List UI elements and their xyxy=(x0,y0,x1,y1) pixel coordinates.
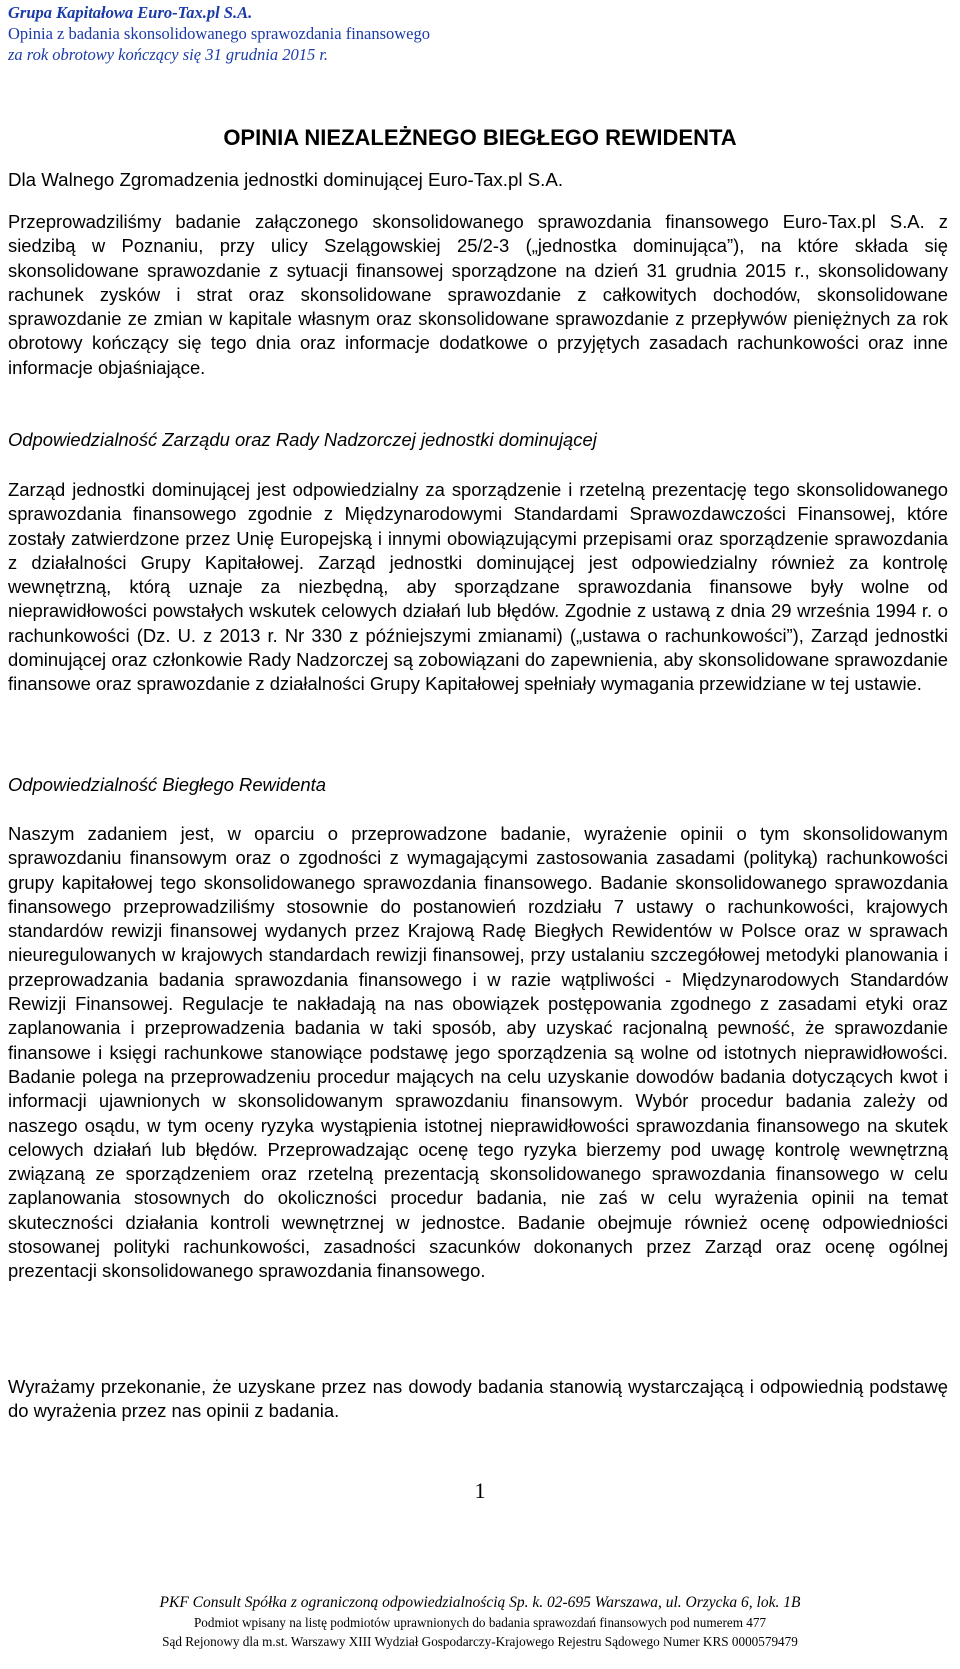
footer-firm-line: PKF Consult Spółka z ograniczoną odpowiedzialnością Sp. k. 02-695 Warszawa, ul. Orzycka 6, lok. 1B xyxy=(159,1594,801,1611)
header-subtitle: Opinia z badania skonsolidowanego sprawozdania finansowego xyxy=(8,24,431,43)
conclusion-paragraph: Wyrażamy przekonanie, że uzyskane przez nas dowody badania stanowią wystarczającą i odpowiednią podstawę do wyrażenia przez nas opinii z badania. xyxy=(8,1376,948,1422)
page-number: 1 xyxy=(474,1478,486,1503)
document-title: OPINIA NIEZALEŻNEGO BIEGŁEGO REWIDENTA xyxy=(223,125,737,150)
running-header xyxy=(8,2,430,65)
section-heading-auditor: Odpowiedzialność Biegłego Rewidenta xyxy=(8,774,326,795)
management-paragraph: Zarząd jednostki dominującej jest odpowiedzialny za sporządzenie i rzetelną prezentację tego skonsolidowanego sprawozdania finansowego zgodnie z Międzynarodowymi Standardami Sprawozdawczości Finansowej, które zostały zatwierdzone przez Unię Europejską i innymi obowiązującymi przepisami oraz sporządzenie sprawozdania z działalności Grupy Kapitałowej. Zarząd jednostki dominującej jest odpowiedzialny również za kontrolę wewnętrzną, którą uznaje za niezbędną, aby sporządzane sprawozdania finansowe były wolne od nieprawidłowości powstałych wskutek celowych działań lub błędów. Zgodnie z ustawą z dnia 29 września 1994 r. o rachunkowości (Dz. U. z 2013 r. Nr 330 z późniejszymi zmianami) („ustawa o rachunkowości”), Zarząd jednostki dominującej oraz członkowie Rady Nadzorczej są zobowiązani do zapewnienia, aby skonsolidowane sprawozdanie finansowe oraz sprawozdanie z działalności Grupy Kapitałowej spełniały wymagania przewidziane w tej ustawie. xyxy=(8,479,948,695)
footer-registration-line: Podmiot wpisany na listę podmiotów uprawnionych do badania sprawozdań finansowych pod numerem 477 xyxy=(193,1615,767,1630)
recipient-line: Dla Walnego Zgromadzenia jednostki dominującej Euro-Tax.pl S.A. xyxy=(8,169,564,190)
footer-court-line: Sąd Rejonowy dla m.st. Warszawy XIII Wydział Gospodarczy-Krajowego Rejestru Sądowego Numer KRS 0000579479 xyxy=(162,1634,798,1649)
intro-paragraph: Przeprowadziliśmy badanie załączonego skonsolidowanego sprawozdania finansowego Euro-Tax.pl S.A. z siedzibą w Poznaniu, przy ulicy Szelągowskiej 25/2-3 („jednostka dominująca”), na które składa się skonsolidowane sprawozdanie z sytuacji finansowej sporządzone na dzień 31 grudnia 2015 r., skonsolidowany rachunek zysków i strat oraz skonsolidowane sprawozdanie z całkowitych dochodów, skonsolidowane sprawozdanie ze zmian w kapitale własnym oraz skonsolidowane sprawozdanie z przepływów pieniężnych za rok obrotowy kończący się tego dnia oraz informacje dodatkowe o przyjętych zasadach rachunkowości oraz inne informacje objaśniające. xyxy=(8,211,948,378)
auditor-paragraph: Naszym zadaniem jest, w oparciu o przeprowadzone badanie, wyrażenie opinii o tym skonsolidowanym sprawozdaniu finansowym oraz o zgodności z wymagającymi zastosowania zasadami (polityką) rachunkowości grupy kapitałowej tego skonsolidowanego sprawozdania finansowego. Badanie skonsolidowanego sprawozdania finansowego przeprowadziliśmy stosownie do postanowień rozdziału 7 ustawy o rachunkowości, krajowych standardów rewizji finansowej wydanych przez Krajową Radę Biegłych Rewidentów w Polsce oraz w sprawach nieuregulowanych w krajowych standardach rewizji finansowej, przy ustalaniu szczegółowej metodyki planowania i przeprowadzania badania sprawozdania finansowego i w razie wątpliwości - Międzynarodowych Standardów Rewizji Finansowej. Regulacje te nakładają na nas obowiązek postępowania zgodnego z zasadami etyki oraz zaplanowania i przeprowadzenia badania w taki sposób, aby uzyskać racjonalną pewność, że sprawozdanie finansowe i księgi rachunkowe stanowiące podstawę jego sporządzenia są wolne od istotnych nieprawidłowości. Badanie polega na przeprowadzeniu procedur mających na celu uzyskanie dowodów badania dotyczących kwot i informacji ujawnionych w skonsolidowanym sprawozdaniu finansowym. Wybór procedur badania zależy od naszego osądu, w tym oceny ryzyka wystąpienia istotnej nieprawidłowości sprawozdania finansowego na skutek celowych działań lub błędów. Przeprowadzając ocenę tego ryzyka bierzemy pod uwagę kontrolę wewnętrzną związaną ze sporządzeniem oraz rzetelną prezentacją skonsolidowanego sprawozdania finansowego w celu zaplanowania stosownych do okoliczności procedur badania, nie zaś w celu wyrażenia opinii na temat skuteczności działania kontroli wewnętrznej w jednostce. Badanie obejmuje również ocenę odpowiedniości stosowanej polityki rachunkowości, zasadności szacunków dokonanych przez Zarząd oraz ocenę ogólnej prezentacji skonsolidowanego sprawozdania finansowego. xyxy=(8,823,948,1282)
header-company: Grupa Kapitałowa Euro-Tax.pl S.A. xyxy=(8,3,253,22)
header-period: za rok obrotowy kończący się 31 grudnia 2015 r. xyxy=(8,45,329,64)
section-heading-management: Odpowiedzialność Zarządu oraz Rady Nadzorczej jednostki dominującej xyxy=(8,429,597,450)
